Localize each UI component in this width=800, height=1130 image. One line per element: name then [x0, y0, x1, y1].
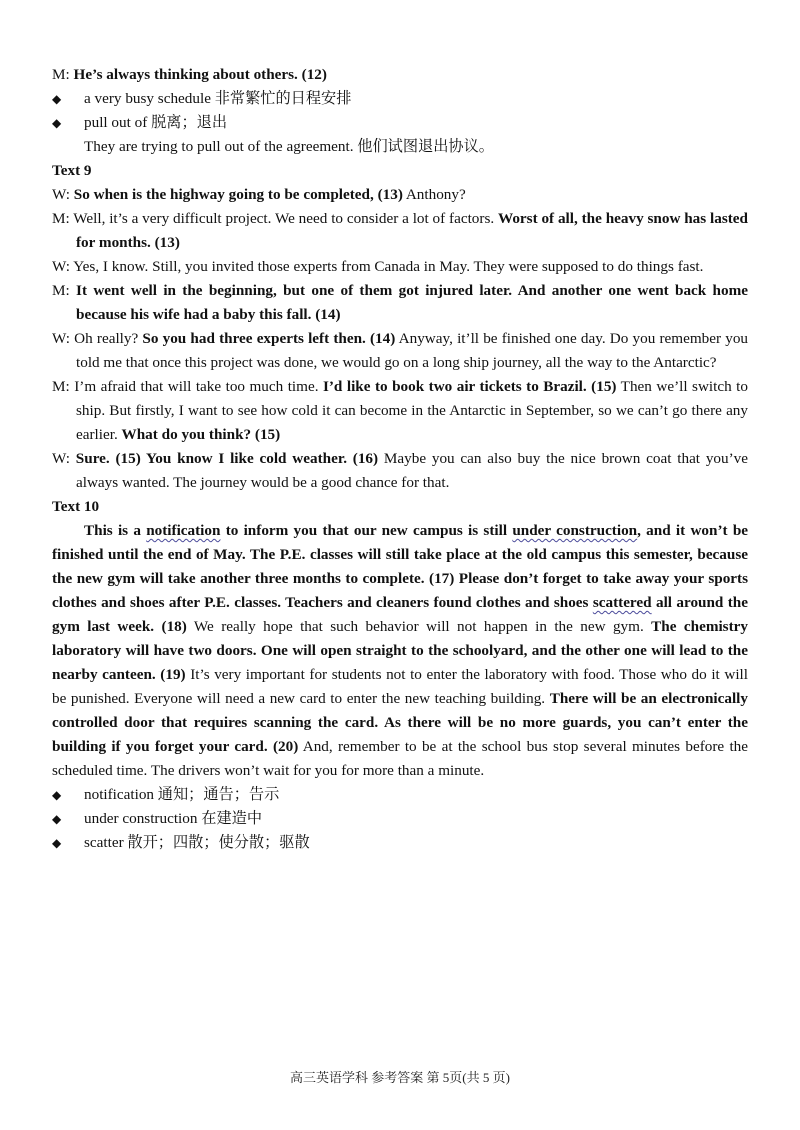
vocab-entry: under construction 在建造中: [84, 810, 263, 827]
dialogue-line: [52, 279, 748, 327]
answer-sentence: The chemistry laboratory will have two doors. One will open straight to the schoolyard, and the other one will lead to the nearby canteen. (19): [52, 618, 748, 683]
vocab-highlight: scattered: [592, 594, 652, 611]
dialogue-line: [52, 183, 748, 207]
dialogue-text: Maybe you can also buy the nice brown coat that you’ve always wanted. The journey would be a good chance for that.: [76, 450, 748, 491]
answer-sentence: So you had three experts left then. (14): [142, 330, 396, 347]
answer-sentence: So when is the highway going to be completed, (13): [73, 186, 403, 203]
dialogue-line-m-12: [52, 63, 748, 87]
dialogue-text: Anyway, it’ll be finished one day. Do you remember you told me that once this project was done, we would go on a long ship journey, all the way to the Antarctic?: [76, 330, 749, 371]
dialogue-text: Anthony?: [402, 186, 466, 203]
dialogue-line: [52, 375, 748, 447]
diamond-bullet-icon: ◆: [52, 92, 62, 106]
page-footer: 高三英语学科 参考答案 第 5页(共 5 页): [290, 1070, 510, 1085]
dialogue-line: [52, 447, 748, 495]
answer-sentence: Sure. (15) You know I like cold weather. (16): [75, 450, 379, 467]
vocab-entry: scatter 散开；四散；使分散；驱散: [84, 834, 310, 851]
section-heading-text-9: Text 9: [52, 162, 92, 179]
diamond-bullet-icon: ◆: [52, 788, 62, 802]
passage-text: to inform you that our new campus is still: [220, 522, 513, 539]
section-heading-text-10: Text 10: [52, 498, 100, 515]
passage-text: This is a: [84, 522, 147, 539]
diamond-bullet-icon: ◆: [52, 812, 62, 826]
vocab-bullet: [52, 783, 748, 807]
document-body: [52, 63, 748, 855]
answer-sentence: I’d like to book two air tickets to Brazil. (15): [322, 378, 617, 395]
vocab-entry: pull out of 脱离；退出: [84, 114, 228, 131]
passage-text: , and it won’t be finished until the end of May. The P.E. classes will still take place at the old campus this semester, because the new gym will take another three months to complete. (17) Please don’t forget to take away your sports clothes and shoes after P.E. classes. Teachers and cleaners found clothes and shoes: [52, 522, 749, 611]
passage-paragraph: [52, 519, 748, 783]
speaker-label: W:: [52, 186, 74, 203]
answer-sentence: Worst of all, the heavy snow has lasted for months. (13): [76, 210, 748, 251]
vocab-entry: notification 通知；通告；告示: [84, 786, 280, 803]
passage-text: all around the gym last week. (18): [52, 594, 748, 635]
vocab-example: They are trying to pull out of the agreement. 他们试图退出协议。: [84, 138, 494, 155]
answer-sentence: He’s always thinking about others. (12): [73, 66, 327, 83]
dialogue-text: Then we’ll switch to ship. But firstly, I want to see how cold it can become in the Antarctic in September, so we can’t go there any earlier.: [76, 378, 748, 443]
dialogue-text: I’m afraid that will take too much time.: [74, 378, 323, 395]
answer-sentence: What do you think? (15): [121, 426, 281, 443]
dialogue-text: Well, it’s a very difficult project. We need to consider a lot of factors.: [73, 210, 498, 227]
answer-sentence: There will be an electronically controlled door that requires scanning the card. As there will be no more guards, you can’t enter the building if you forget your card. (20): [52, 690, 748, 755]
passage-text: It’s very important for students not to enter the laboratory with food. Those who do it will be punished. Everyone will need a new card to enter the new teaching building.: [52, 666, 748, 707]
vocab-bullet: [52, 807, 748, 831]
vocab-highlight: notification: [146, 522, 221, 539]
dialogue-line: [52, 327, 748, 375]
vocab-bullet: [52, 111, 748, 135]
passage-text: And, remember to be at the school bus stop several minutes before the scheduled time. The drivers won’t wait for you for more than a minute.: [52, 738, 748, 779]
speaker-label: W:: [52, 330, 75, 347]
speaker-label: M:: [52, 378, 75, 395]
diamond-bullet-icon: ◆: [52, 116, 62, 130]
answer-sentence: It went well in the beginning, but one of them got injured later. And another one went back home because his wife had a baby this fall. (14): [76, 282, 748, 323]
speaker-label: M:: [52, 210, 74, 227]
vocab-bullet: [52, 831, 748, 855]
vocab-bullet: [52, 87, 748, 111]
speaker-label: M:: [52, 66, 74, 83]
diamond-bullet-icon: ◆: [52, 836, 62, 850]
passage-text: We really hope that such behavior will not happen in the new gym.: [186, 618, 652, 635]
vocab-highlight: under construction: [512, 522, 638, 539]
speaker-label: W:: [52, 450, 76, 467]
dialogue-text: Oh really?: [74, 330, 143, 347]
dialogue-line: W: Yes, I know. Still, you invited those experts from Canada in May. They were supposed to do things fast.: [52, 258, 704, 275]
vocab-entry: a very busy schedule 非常繁忙的日程安排: [84, 90, 352, 107]
speaker-label: M:: [52, 282, 77, 299]
dialogue-line: [52, 207, 748, 255]
